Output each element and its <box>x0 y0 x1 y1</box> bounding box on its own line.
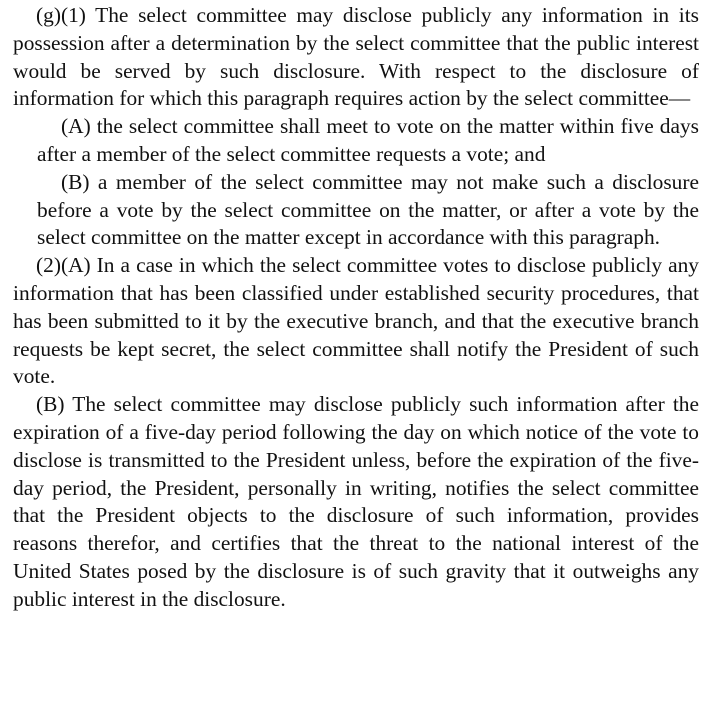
paragraph-g2-a: (2)(A) In a case in which the select committee votes to disclose publicly any information that has been classified under established security procedures, that has been submitted to it by the executive branch, and that the executive branch requests be kept secret, the select committee shall notify the President of such vote. <box>13 253 699 389</box>
paragraph-g1-a: (A) the select committee shall meet to vote on the matter within five days after a member of the select committee requests a vote; and <box>37 114 699 166</box>
paragraph-g1: (g)(1) The select committee may disclose publicly any information in its possession after a determination by the select committee that the public interest would be served by such disclosure. With respect to the disclosure of information for which this paragraph requires action by the select committee— <box>13 3 699 111</box>
paragraph-g1-b: (B) a member of the select committee may not make such a disclosure before a vote by the select committee on the matter, or after a vote by the select committee on the matter except in accordance with this paragraph. <box>37 169 699 250</box>
paragraph-g2-b: (B) The select committee may disclose publicly such information after the expiration of a five-day period following the day on which notice of the vote to disclose is transmitted to the President unless, before the expiration of the five-day period, the President, personally in writing, notifies the select committee that the President objects to the disclosure of such information, provides reasons therefor, and certifies that the threat to the national interest of the United States posed by the disclosure is of such gravity that it outweighs any public interest in the disclosure. <box>13 392 699 611</box>
